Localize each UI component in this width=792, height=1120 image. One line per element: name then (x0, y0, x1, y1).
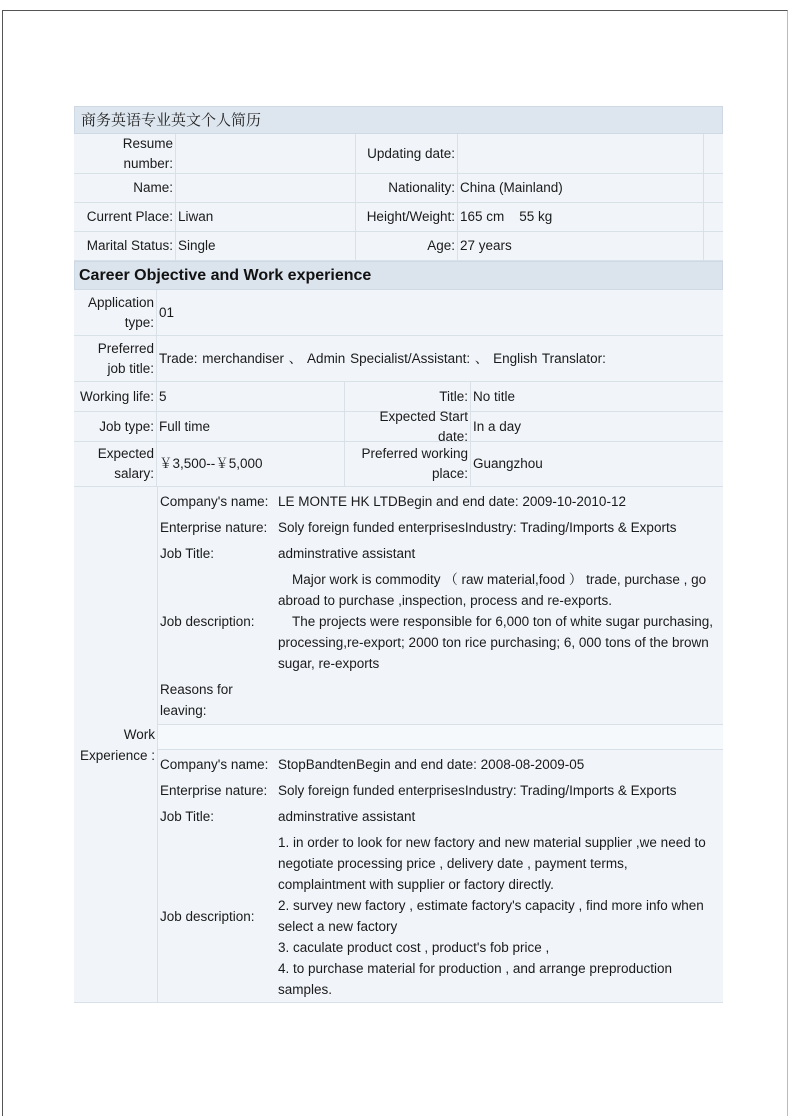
resume-number-value (176, 134, 356, 173)
reasons-for-leaving-label: Reasons for leaving: (160, 682, 233, 718)
height-weight-label: Height/Weight: (356, 203, 458, 231)
work-experience-body (158, 487, 723, 1002)
description-paragraph: The projects were responsible for 6,000 ton of white sugar purchasing, processing,re-export; 2000 ton rice purchasing; 6, 000 tons of the brown sugar, re-exports (278, 614, 713, 671)
company-label: Company's name: (160, 494, 269, 509)
table-row (74, 232, 723, 261)
preferred-place-label: Preferred working place: (345, 442, 471, 486)
nationality-value: China (Mainland) (458, 174, 704, 202)
title-value: No title (473, 388, 516, 404)
company-value: LE MONTE HK LTDBegin and end date: 2009-10-2010-12 (278, 494, 626, 509)
job-description-label: Job description: (160, 908, 255, 924)
current-place-label: Current Place: (74, 203, 176, 231)
expected-salary-value: ￥3,500--￥5,000 (157, 442, 345, 486)
job-row (158, 780, 723, 801)
job-type-label: Job type: (74, 412, 157, 441)
company-label: Company's name: (160, 757, 269, 772)
job-entry (158, 750, 723, 1000)
resume-document (74, 106, 723, 1003)
table-row (74, 290, 723, 336)
application-type-value: 01 (159, 304, 175, 320)
enterprise-nature-value: Soly foreign funded enterprisesIndustry: Trading/Imports & Exports (278, 783, 677, 798)
job-row (158, 543, 723, 564)
job-separator (158, 724, 723, 750)
job-type-value: Full time (157, 412, 345, 441)
description-item: 3. caculate product cost , product's fob price , (278, 940, 550, 955)
name-value (176, 174, 356, 202)
resume-number-label: Resume number: (74, 134, 176, 173)
career-section-title: Career Objective and Work experience (74, 261, 723, 290)
preferred-job-title-label: Preferred job title: (74, 336, 157, 381)
updating-date-label: Updating date: (356, 134, 458, 173)
description-paragraph: Major work is commodity （ raw material,food ） trade, purchase , go abroad to purchase ,inspection, process and re-exports. (278, 572, 707, 608)
table-row (74, 174, 723, 203)
updating-date-value (458, 134, 704, 173)
current-place-value: Liwan (176, 203, 356, 231)
table-row (74, 203, 723, 232)
job-title-value: adminstrative assistant (278, 546, 416, 561)
job-title-label: Job Title: (160, 809, 215, 824)
job-row (158, 679, 723, 721)
enterprise-nature-value: Soly foreign funded enterprisesIndustry: Trading/Imports & Exports (278, 520, 677, 535)
working-life-label: Working life: (74, 382, 157, 411)
expected-start-label: Expected Start date: (345, 412, 471, 441)
job-row (158, 569, 723, 674)
job-row (158, 754, 723, 775)
enterprise-nature-label: Enterprise nature: (160, 783, 268, 798)
expected-start-value: In a day (473, 418, 522, 434)
age-label: Age: (356, 232, 458, 260)
table-row (74, 336, 723, 382)
job-title-value: adminstrative assistant (278, 809, 416, 824)
table-row (74, 442, 723, 487)
job-row (158, 806, 723, 827)
application-type-label: Application type: (74, 290, 157, 335)
job-row (158, 491, 723, 512)
working-life-value: 5 (157, 382, 345, 411)
age-value: 27 years (458, 232, 704, 260)
table-row (74, 408, 723, 444)
title-label: Title: (345, 382, 471, 411)
description-item: 4. to purchase material for production , and arrange preproduction samples. (278, 961, 672, 997)
company-value: StopBandtenBegin and end date: 2008-08-2009-05 (278, 757, 585, 772)
description-item: 2. survey new factory , estimate factory's capacity , find more info when select a new factory (278, 898, 704, 934)
job-description-value (278, 569, 723, 674)
preferred-place-value: Guangzhou (473, 456, 543, 471)
work-experience-label: Work Experience : (74, 487, 158, 1002)
reasons-for-leaving-value (240, 679, 723, 721)
job-row (158, 832, 723, 1000)
enterprise-nature-label: Enterprise nature: (160, 520, 268, 535)
job-description-value (278, 832, 723, 1000)
job-title-label: Job Title: (160, 546, 215, 561)
expected-salary-label: Expected salary: (74, 442, 157, 486)
preferred-job-title-value: Trade: merchandiser 、 Admin Specialist/Assistant: 、 English Translator: (159, 350, 606, 366)
job-row (158, 517, 723, 538)
nationality-label: Nationality: (356, 174, 458, 202)
work-experience-block (74, 487, 723, 1003)
job-entry (158, 487, 723, 721)
job-description-label: Job description: (160, 614, 255, 629)
marital-status-value: Single (176, 232, 356, 260)
table-row (74, 134, 723, 174)
marital-status-label: Marital Status: (74, 232, 176, 260)
resume-title: 商务英语专业英文个人简历 (74, 106, 723, 134)
height-weight-value: 165 cm 55 kg (458, 203, 704, 231)
name-label: Name: (74, 174, 176, 202)
description-item: 1. in order to look for new factory and new material supplier ,we need to negotiate processing price , delivery date , payment terms, complaintment with supplier or factory directly. (278, 835, 706, 892)
